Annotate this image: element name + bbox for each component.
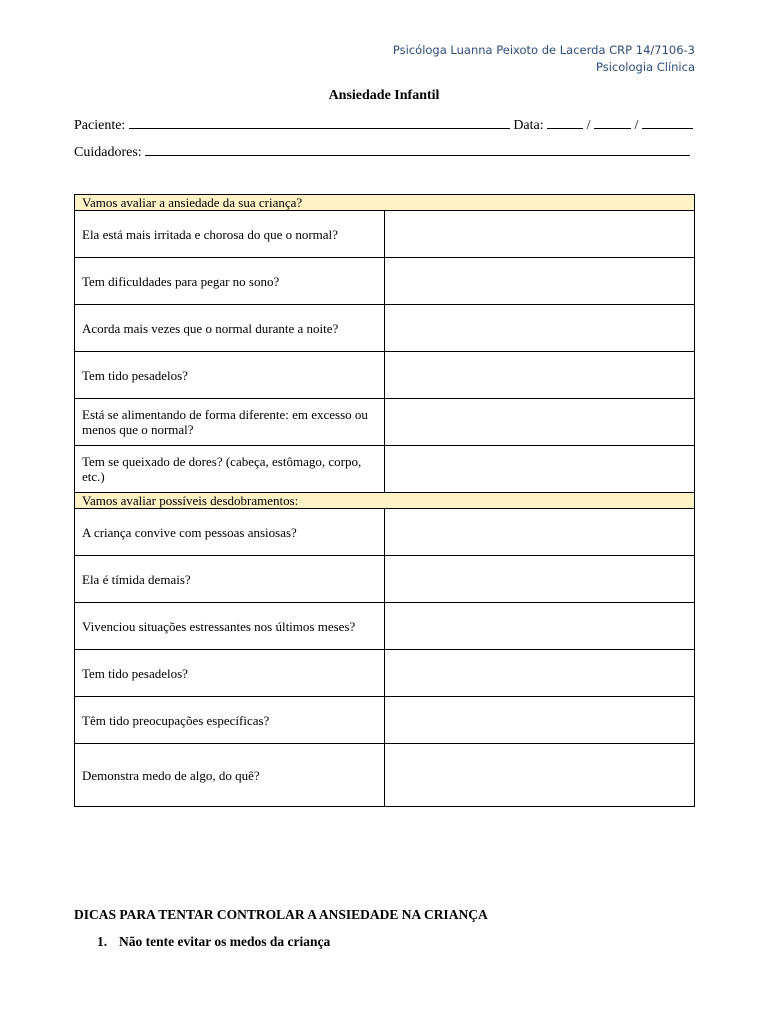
table-row <box>75 446 695 493</box>
table-row <box>75 305 695 352</box>
cuidadores-line <box>74 143 690 161</box>
answer-cell[interactable] <box>385 556 695 603</box>
paciente-line <box>74 116 693 134</box>
data-sep-1: / <box>586 118 591 133</box>
question-cell: Acorda mais vezes que o normal durante a noite? <box>75 305 385 352</box>
question-cell: Tem se queixado de dores? (cabeça, estômago, corpo, etc.) <box>75 446 385 493</box>
question-cell: Têm tido preocupações específicas? <box>75 697 385 744</box>
answer-cell[interactable] <box>385 399 695 446</box>
question-cell: Vivenciou situações estressantes nos últimos meses? <box>75 603 385 650</box>
answer-cell[interactable] <box>385 211 695 258</box>
question-cell: Tem tido pesadelos? <box>75 352 385 399</box>
answer-cell[interactable] <box>385 258 695 305</box>
dica-list-item <box>97 934 330 950</box>
answer-cell[interactable] <box>385 352 695 399</box>
answer-cell[interactable] <box>385 446 695 493</box>
document-title: Ansiedade Infantil <box>328 88 440 103</box>
anxiety-form-table <box>74 194 695 807</box>
letterhead-name: Psicóloga Luanna Peixoto de Lacerda CRP 14/7106-3 <box>392 43 695 57</box>
table-row <box>75 509 695 556</box>
answer-cell[interactable] <box>385 509 695 556</box>
question-cell: A criança convive com pessoas ansiosas? <box>75 509 385 556</box>
answer-cell[interactable] <box>385 650 695 697</box>
dica-text: Não tente evitar os medos da criança <box>119 934 331 949</box>
table-row <box>75 650 695 697</box>
cuidadores-label: Cuidadores: <box>74 145 142 160</box>
table-row <box>75 352 695 399</box>
data-month-blank[interactable] <box>594 116 631 129</box>
paciente-blank[interactable] <box>129 116 510 129</box>
table-row <box>75 744 695 807</box>
data-sep-2: / <box>634 118 639 133</box>
data-label: Data: <box>513 118 544 133</box>
table-row <box>75 697 695 744</box>
data-year-blank[interactable] <box>642 116 693 129</box>
section-header-row <box>75 195 695 211</box>
question-cell: Demonstra medo de algo, do quê? <box>75 744 385 807</box>
answer-cell[interactable] <box>385 603 695 650</box>
data-day-blank[interactable] <box>547 116 583 129</box>
cuidadores-blank[interactable] <box>145 143 690 156</box>
answer-cell[interactable] <box>385 697 695 744</box>
table-row <box>75 258 695 305</box>
answer-cell[interactable] <box>385 744 695 807</box>
dicas-heading: DICAS PARA TENTAR CONTROLAR A ANSIEDADE NA CRIANÇA <box>74 907 488 922</box>
question-cell: Está se alimentando de forma diferente: em excesso ou menos que o normal? <box>75 399 385 446</box>
paciente-label: Paciente: <box>74 118 126 133</box>
section-header-row <box>75 493 695 509</box>
letterhead-subtitle: Psicologia Clínica <box>596 60 695 74</box>
table-row <box>75 399 695 446</box>
table-row <box>75 603 695 650</box>
question-cell: Tem tido pesadelos? <box>75 650 385 697</box>
table-row <box>75 211 695 258</box>
answer-cell[interactable] <box>385 305 695 352</box>
table-row <box>75 556 695 603</box>
dica-number: 1. <box>97 934 108 949</box>
question-cell: Tem dificuldades para pegar no sono? <box>75 258 385 305</box>
section-header-2: Vamos avaliar possíveis desdobramentos: <box>75 493 695 509</box>
section-header-1: Vamos avaliar a ansiedade da sua criança? <box>75 195 695 211</box>
letterhead <box>393 42 695 76</box>
question-cell: Ela está mais irritada e chorosa do que o normal? <box>75 211 385 258</box>
question-cell: Ela é tímida demais? <box>75 556 385 603</box>
